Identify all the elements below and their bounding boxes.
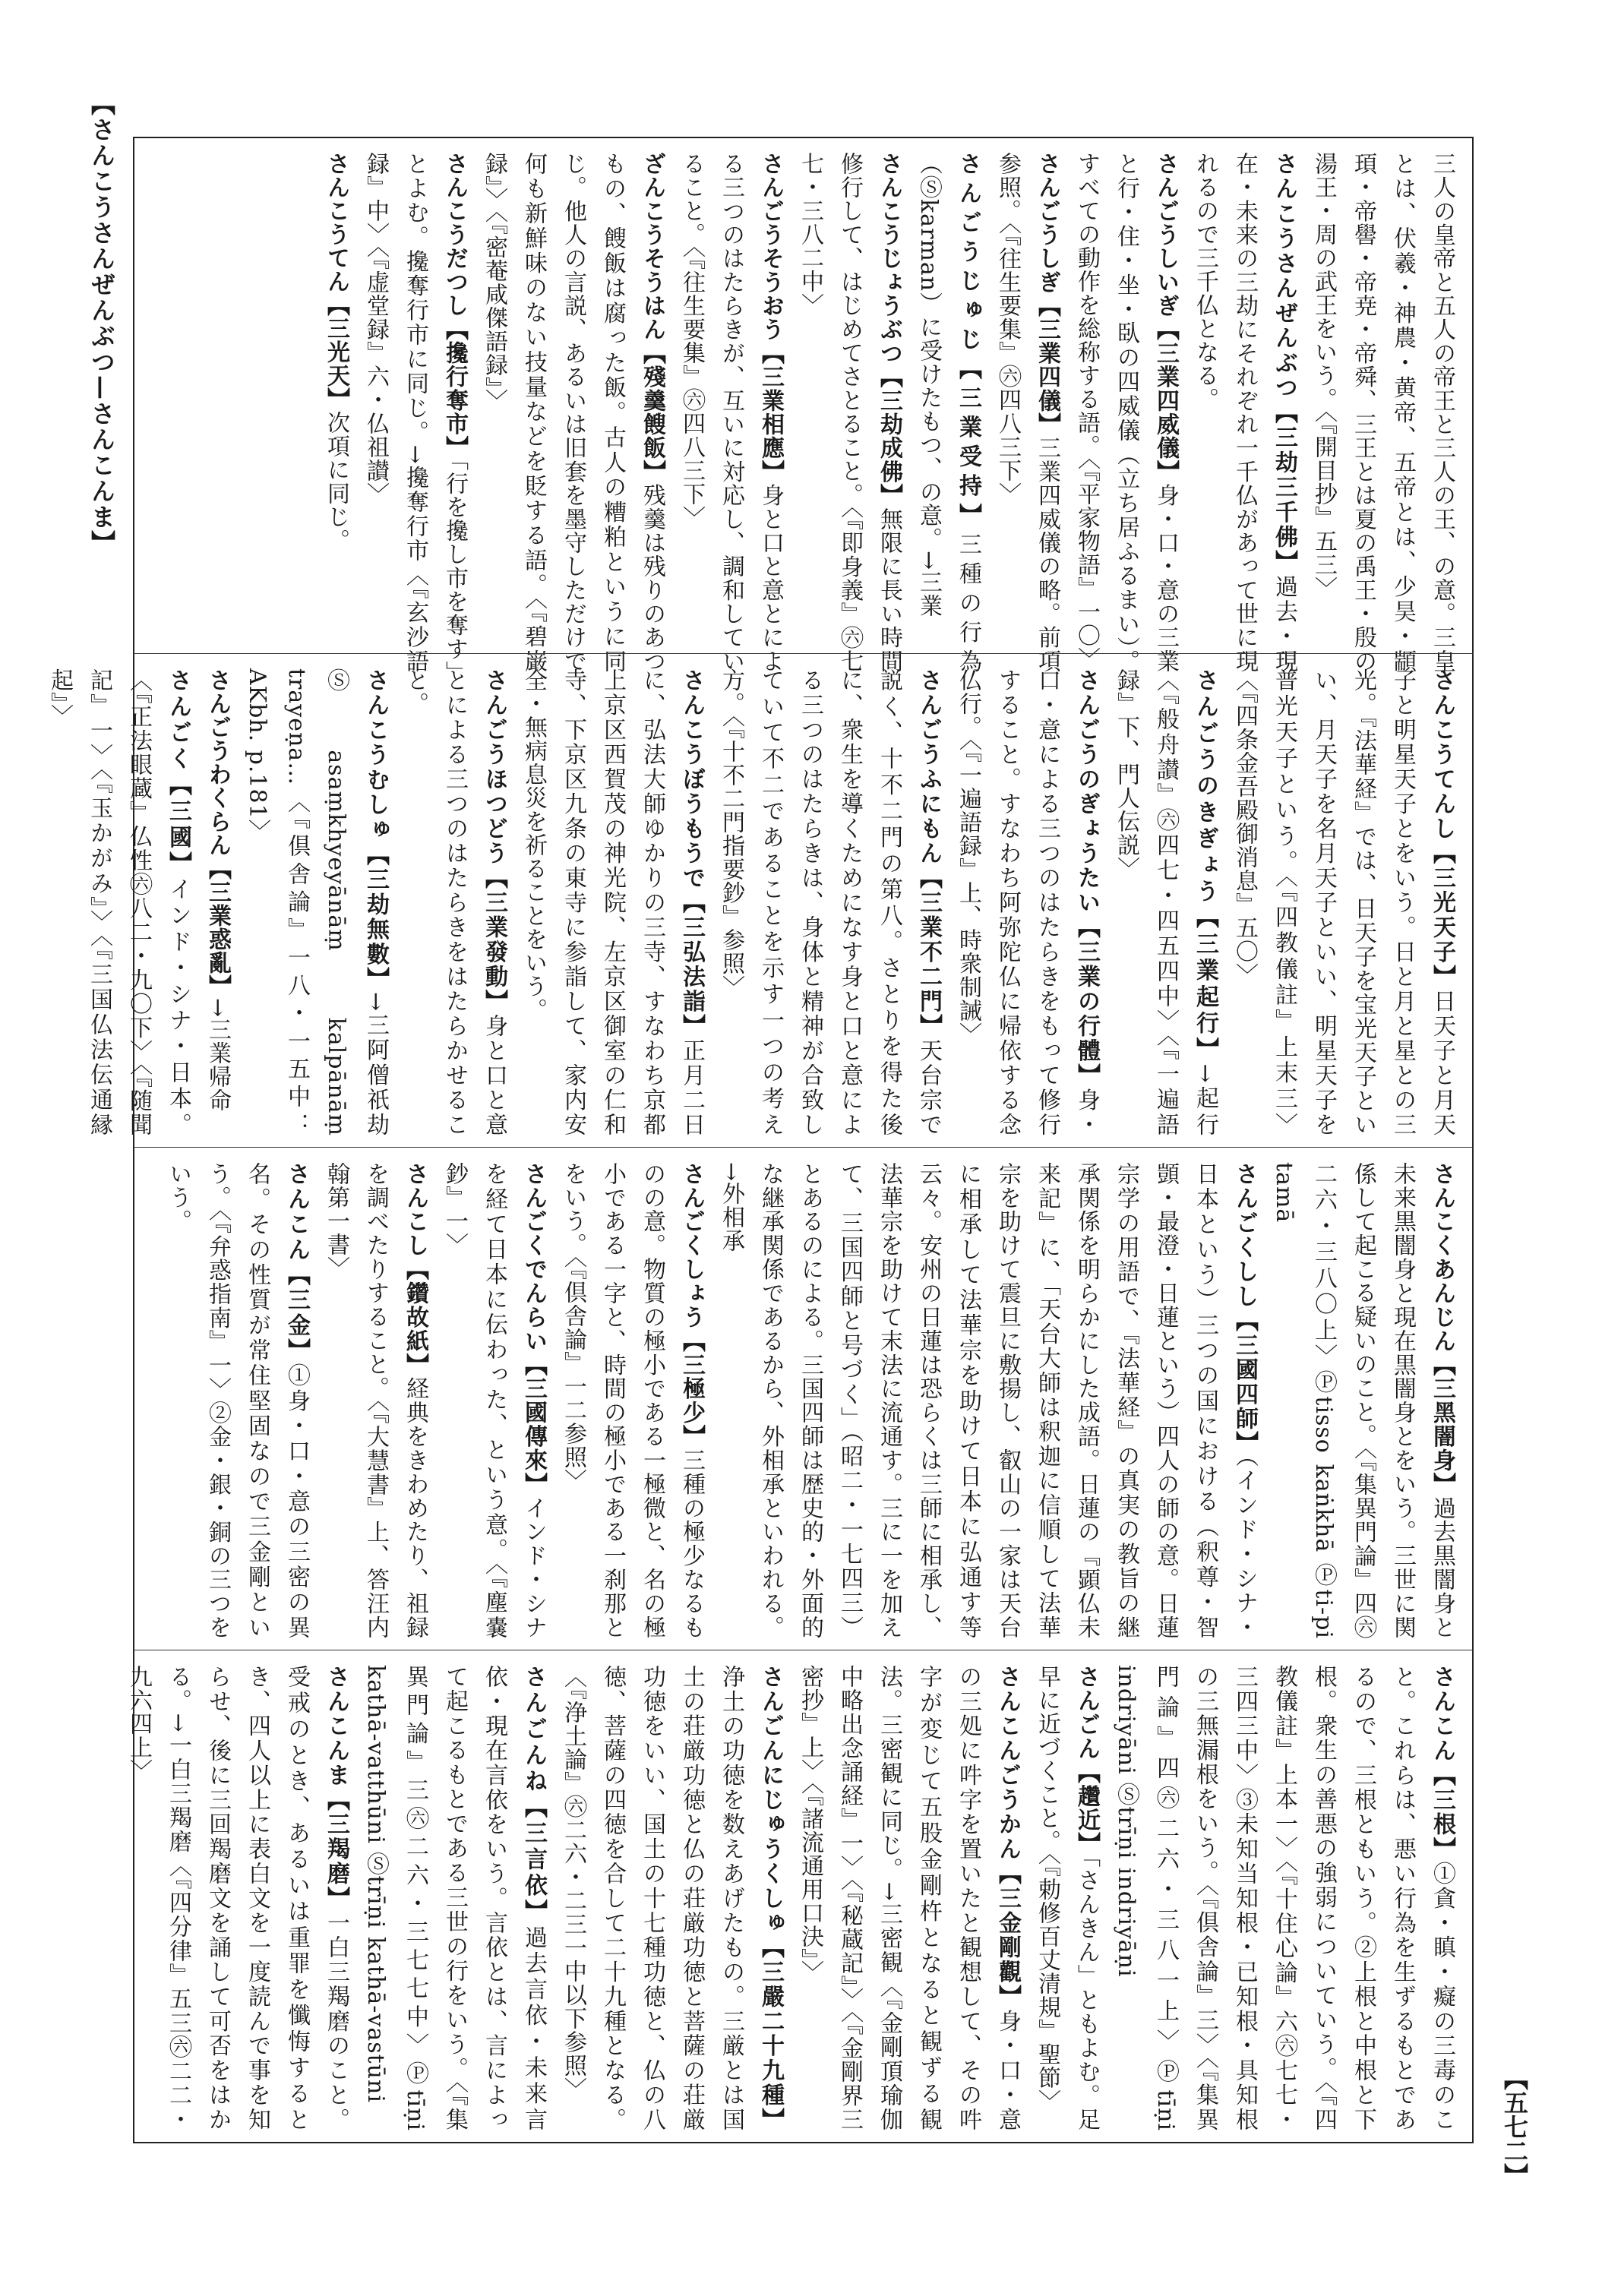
entry: さんこうだつし【攙行奪市】「行を攙し市を奪す」とよむ。攙奪行市に同じ。→攙奪行市〈『玄沙語録』中〉〈『虚堂録』六・仏祖讃〉 bbox=[362, 152, 468, 674]
entry: さんこくあんじん【三黑闇身】過去黒闇身と未来黒闇身と現在黒闇身とをいう。三世に関係して起こる疑いのこと。〈『集異門論』四㊅二六・三八〇上〉Ⓟtisso kaṅkhā Ⓟti-pi tamā bbox=[1271, 1162, 1455, 1640]
entry: 三人の皇帝と五人の帝王と三人の王、の意。三皇とは、伏羲・神農・黄帝、五帝とは、少昊・顓頊・帝嚳・帝尭・帝舜、三王とは夏の禹王・殷の湯王・周の武王をいう。〈『開目抄』五三〉 bbox=[1310, 152, 1455, 673]
entry: さんごく【三國】インド・シナ・日本。〈『正法眼蔵』仏性㊅八二・九〇下〉〈『随聞記』一〉〈『玉かがみ』〉〈『三国仏法伝通縁起』〉 bbox=[46, 668, 191, 1137]
entry: さんごくしょう【三極少】三種の極少なるものの意。物質の極小である一極微と、名の極小である一字と、時間の極小である一刹那とをいう。〈『倶舎論』一二参照〉 bbox=[560, 1162, 705, 1640]
entry: さんごうのぎょうたい【三業の行體】身・口・意による三つのはたらきをもって修行すること。すなわち阿弥陀仏に帰依する念仏行。〈『一遍語録』上、時衆制誡〉 bbox=[955, 668, 1100, 1136]
tier-2 bbox=[46, 655, 1474, 1147]
entry: さんごうじゅじ【三業受持】三種の行為（Ⓢkarman）に受けたもつ、の意。→三業 bbox=[915, 152, 981, 674]
entry: さんこうぼうもうで【三弘法詣】正月二日に、弘法大師ゆかりの三寺、すなわち京都上京区西賀茂の神光院、左京区御室の仁和寺、下京区九条の東寺に参詣して、家内安全・無病息災を祈ることをいう。 bbox=[520, 668, 705, 1136]
entry: さんごうほつどう【三業發動】身と口と意とによる三つのはたらきをはたらかせること。 bbox=[402, 668, 507, 1136]
entry: さんごくしし【三國四師】（インド・シナ・日本という）三つの国における（釈尊・智顗・最澄・日蓮という）四人の師の意。日蓮宗学の用語で、『法華経』の真実の教旨の継承関係を明らかにした成語。日蓮の『顕仏未来記』に、「天台大師は釈迦に信順して法華宗を助けて震旦に敷揚し、叡山の一家は天台に相承して法華宗を助けて日本に弘通す等云々。安州の日蓮は恐らくは三師に相承し、法華宗を助けて末法に流通す。三に一を加えて、三国四師と号づく」（昭二・一七四三）とあるのによる。三国四師は歴史的・外面的な継承関係であるから、外相承といわれる。→外相承 bbox=[718, 1162, 1258, 1640]
entry: さんこん【三根】①貪・瞋・癡の三毒のこと。これらは、悪い行為を生ずるもとであるので、三根ともいう。②上根と中根と下根。衆生の善悪の強弱についていう。〈『四教儀註』上本一〉〈『十住心論』六㊅七七・三四三中〉③未知当知根・已知根・具知根の三無漏根をいう。〈『倶舎論』三〉〈『集異門論』四㊅二六・三八一上〉Ⓟtīṇi indriyāni Ⓢtrīṇi indriyāṇi bbox=[1113, 1665, 1455, 2132]
tier-4 bbox=[125, 1651, 1474, 2142]
entry: さんごうそうおう【三業相應】身と口と意とによる三つのはたらきが、互いに対応し、調和していること。〈『往生要集』㊅四八三下〉 bbox=[678, 152, 784, 674]
tier-divider bbox=[133, 653, 1474, 654]
tier-divider bbox=[133, 1147, 1474, 1148]
entry: さんごうわくらん【三業惑亂】→三業帰命 bbox=[204, 668, 231, 1113]
entry: さんこうむしゅ【三劫無數】→三阿僧祇劫 Ⓢasaṃkhyeyānāṃ kalpānāṃ trayeṇa…〈『倶舎論』一八・一五中：AKbh. p.181〉 bbox=[244, 668, 389, 1137]
entry: さんこうてんし【三光天子】日天子と月天子と明星天子とをいう。日と月と星との三光。『法華経』では、日天子を宝光天子といい、月天子を名月天子といい、明星天子を普光天子という。〈『四教儀註』上末三〉〈『四条金吾殿御消息』五〇〉 bbox=[1231, 668, 1455, 1136]
entry: さんごうふにもん【三業不二門】天台宗で説く、十不二門の第八。さとりを得た後に、衆生を導くためになす身と口と意による三つのはたらきは、身体と精神が合致していて不二であることを示す一つの考え方。〈『十不二門指要鈔』参照〉 bbox=[718, 668, 942, 1136]
entry: さんごくでんらい【三國傳來】インド・シナを経て日本に伝わった、という意。〈『塵嚢鈔』一〉 bbox=[441, 1162, 547, 1640]
entry: さんごんね【三言依】過去言依・未来言依・現在言依をいう。言依とは、言によって起こるもとである三世の行をいう。〈『集異門論』三㊅二六・三七七中〉Ⓟtīṇi kathā-vatthūni Ⓢtrīṇi kathā-vastūni bbox=[362, 1665, 547, 2132]
entry: さんごんにじゅうくしゅ【三嚴二十九種】浄土の功徳を数えあげたもの。三厳とは国土の荘厳功徳と仏の荘厳功徳と菩薩の荘厳功徳をいい、国土の十七種功徳と、仏の八徳、菩薩の四徳を合して二十九種となる。〈『浄土論』㊅二六・二三一中以下参照〉 bbox=[560, 1665, 784, 2131]
entry: ざんこうそうはん【殘羹餿飯】残羹は残りのあつもの、餿飯は腐った飯。古人の糟粕というに同じ。他人の言説、あるいは旧套を墨守しただけで何も新鮮味のない技量などを貶する語。〈『碧巌録』〉〈『密菴咸傑語録』〉 bbox=[481, 152, 665, 674]
entry: さんこうさんぜんぶつ【三劫三千佛】過去・現在・未来の三劫にそれぞれ一千仏があって世に現れるので三千仏となる。 bbox=[1192, 152, 1297, 673]
entry: さんごうしいぎ【三業四威儀】身・口・意の三業と行・住・坐・臥の四威儀（立ち居ふるまい）。すべての動作を総称する語。〈『平家物語』一〇〉 bbox=[1073, 152, 1179, 674]
entry: さんこん【三金】①身・口・意の三密の異名。その性質が常住堅固なので三金剛という。〈『弁惑指南』一〉②金・銀・銅の三つをいう。 bbox=[165, 1162, 310, 1640]
entry: さんごうのきぎょう【三業起行】→起行〈『般舟讃』㊅四七・四五四中〉〈『一遍語録』下、門人伝説〉 bbox=[1113, 668, 1218, 1137]
tier-3 bbox=[133, 1148, 1474, 1650]
entry: さんごん【趲近】「さんきん」ともよむ。足早に近づくこと。〈『勅修百丈清規』聖節〉 bbox=[1034, 1665, 1100, 2132]
tier-1 bbox=[133, 138, 1474, 684]
page-number: 【五七二】 bbox=[1500, 2066, 1529, 2187]
entry: さんごうしぎ【三業四儀】三業四威儀の略。前項参照。〈『往生要集』㊅四八三下〉 bbox=[994, 152, 1060, 674]
running-head: 【さんこうさんぜんぶつ—さんこんま】 bbox=[87, 91, 116, 556]
entry: さんこうじょうぶつ【三劫成佛】無限に長い時間修行して、はじめてさとること。〈『即身義』㊅七七・三八二中〉 bbox=[797, 152, 902, 674]
entry: さんこうてん【三光天】次項に同じ。 bbox=[323, 152, 349, 552]
entry: さんこし【鑽故紙】経典をきわめたり、祖録を調べたりすること。〈『大慧書』上、答汪内翰第一書〉 bbox=[323, 1162, 428, 1640]
entry: さんこんごうかん【三金剛觀】身・口・意の三処に吽字を置いたと観想して、その吽字が変じて五股金剛杵となると観ずる観法。三密観に同じ。→三密観〈『金剛頂瑜伽中略出念誦経』一〉〈『秘蔵記』〉〈『金剛界三密抄』上〉〈『諸流通用口決』〉 bbox=[797, 1665, 1021, 2132]
entry: さんこんま【三羯磨】一白三羯磨のこと。受戒のとき、あるいは重罪を懺悔するとき、四人以上に表白文を一度読んで事を知らせ、後に三回羯磨文を誦して可否をはかる。→一白三羯磨〈『四分律』五三㊅二二・九六四上〉 bbox=[125, 1665, 349, 2132]
